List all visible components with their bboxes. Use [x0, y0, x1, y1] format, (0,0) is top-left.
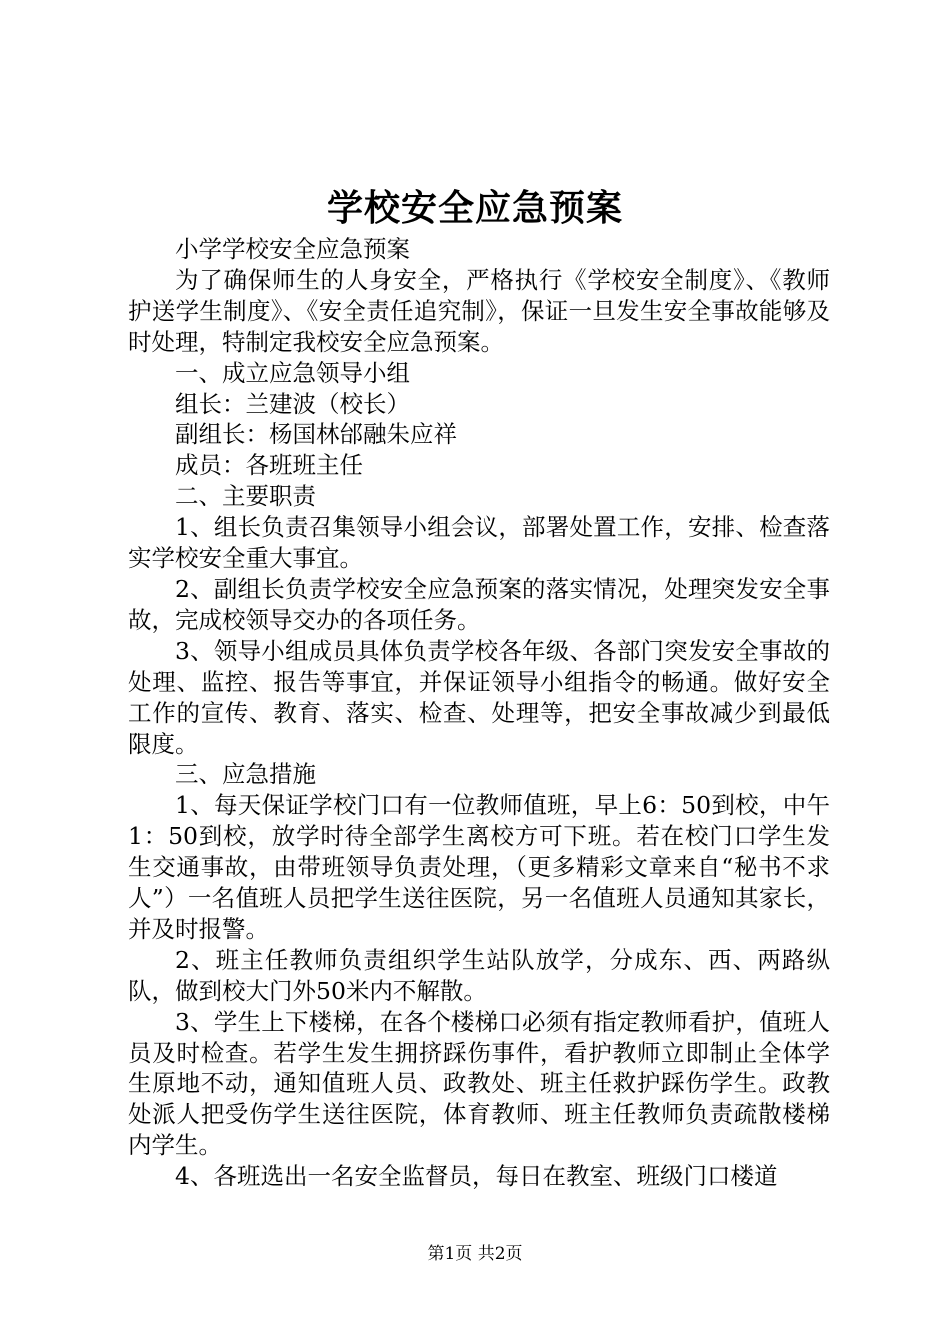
paragraph: 为了确保师生的人身安全，严格执行《学校安全制度》、《教师护送学生制度》、《安全责任追究制》，保证一旦发生安全事故能够及时处理，特制定我校安全应急预案。 — [128, 265, 830, 356]
paragraph: 组长：兰建波（校长） — [175, 389, 410, 418]
paragraph: 成员：各班班主任 — [175, 451, 363, 480]
document-body — [128, 234, 830, 1192]
paragraph: 1、组长负责召集领导小组会议，部署处置工作，安排、检查落实学校安全重大事宜。 — [128, 513, 830, 573]
paragraph: 3、领导小组成员具体负责学校各年级、各部门突发安全事故的处理、监控、报告等事宜，并保证领导小组指令的畅通。做好安全工作的宣传、教育、落实、检查、处理等，把安全事故减少到最低限度。 — [128, 636, 830, 758]
section-heading: 三、应急措施 — [175, 760, 316, 789]
paragraph: 2、副组长负责学校安全应急预案的落实情况，处理突发安全事故，完成校领导交办的各项任务。 — [128, 574, 830, 634]
page-number-footer: 第1页 共2页 — [427, 1244, 523, 1264]
paragraph: 副组长：杨国林邰融朱应祥 — [175, 420, 457, 449]
paragraph: 4、各班选出一名安全监督员，每日在教室、班级门口楼道 — [175, 1162, 778, 1191]
paragraph: 3、学生上下楼梯，在各个楼梯口必须有指定教师看护，值班人员及时检查。若学生发生拥挤踩伤事件，看护教师立即制止全体学生原地不动，通知值班人员、政教处、班主任救护踩伤学生。政教处派人把受伤学生送往医院，体育教师、班主任教师负责疏散楼梯内学生。 — [128, 1007, 830, 1160]
document-title: 学校安全应急预案 — [326, 187, 623, 229]
paragraph: 1、每天保证学校门口有一位教师值班，早上6：50到校，中午1：50到校，放学时待全部学生离校方可下班。若在校门口学生发生交通事故，由带班领导负责处理，（更多精彩文章来自“秘书不求人”）一名值班人员把学生送往医院，另一名值班人员通知其家长，并及时报警。 — [128, 791, 830, 943]
section-heading: 二、主要职责 — [175, 482, 316, 511]
section-heading: 一、成立应急领导小组 — [175, 358, 410, 387]
paragraph: 小学学校安全应急预案 — [175, 235, 410, 263]
paragraph: 2、班主任教师负责组织学生站队放学，分成东、西、两路纵队，做到校大门外50米内不解散。 — [128, 945, 830, 1005]
